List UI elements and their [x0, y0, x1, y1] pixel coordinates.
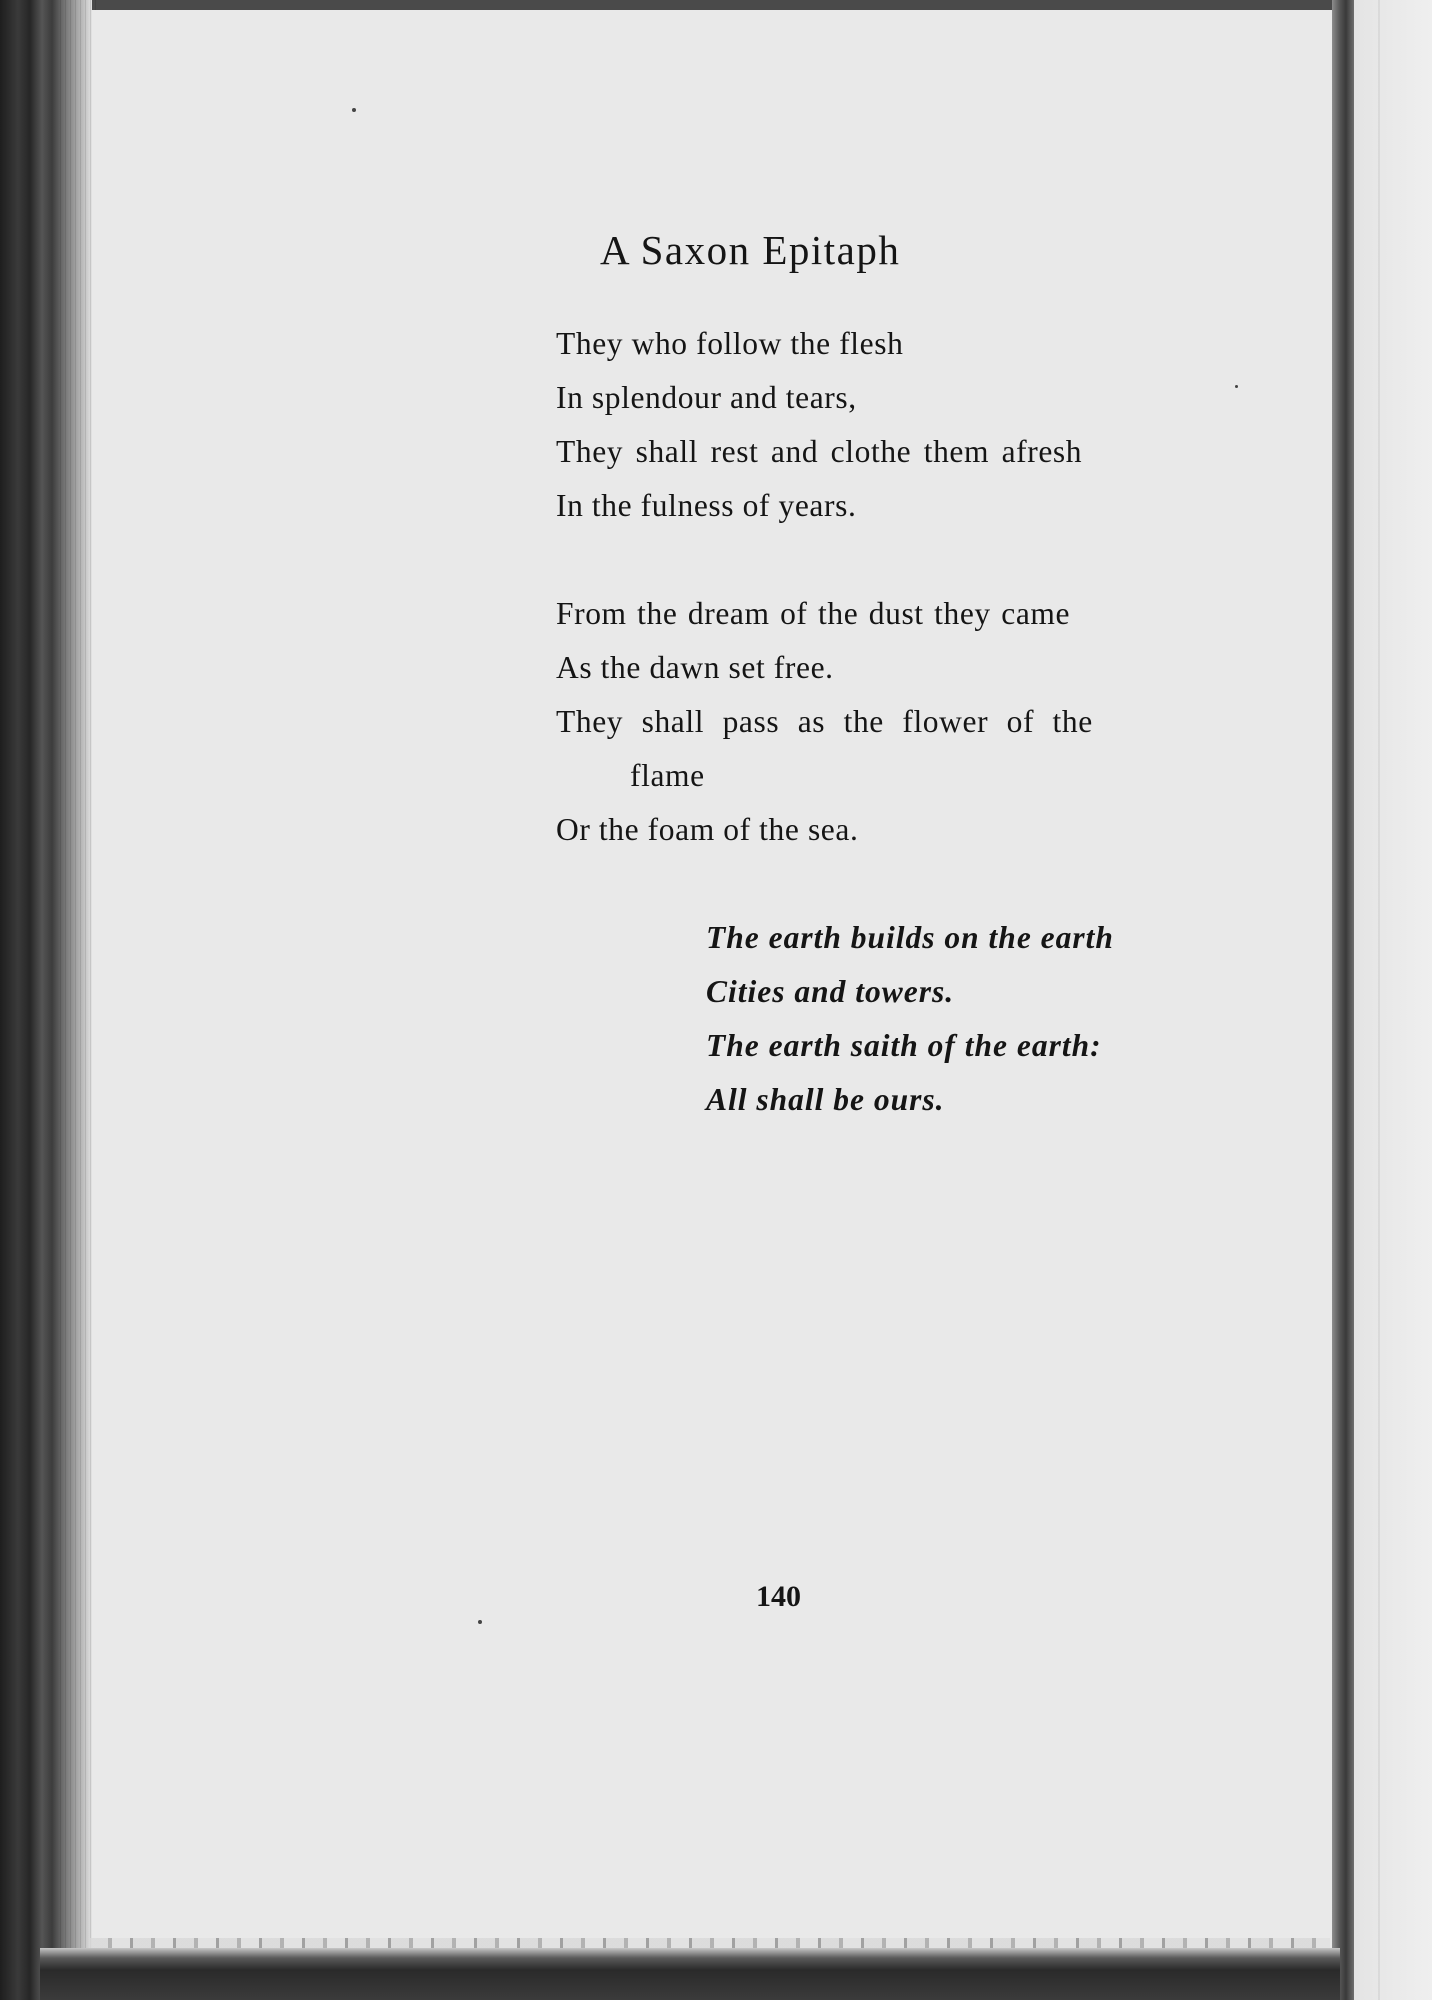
poem-line: In splendour and tears, [556, 380, 857, 415]
page-number: 140 [756, 1580, 801, 1613]
poem-line: In the fulness of years. [556, 488, 857, 523]
facing-page-mark [1378, 0, 1380, 2000]
poem-line: They shall rest and clothe them afresh [556, 434, 1083, 469]
gutter-shadow [1332, 0, 1354, 2000]
poem-line-italic: The earth builds on the earth [706, 920, 1114, 955]
poem-line-italic: The earth saith of the earth: [706, 1028, 1102, 1063]
poem-line: flame [630, 758, 705, 793]
poem-line-italic: Cities and towers. [706, 974, 955, 1009]
poem-line: As the dawn set free. [556, 650, 834, 685]
dust-speck [1235, 385, 1238, 388]
poem-line: Or the foam of the sea. [556, 812, 859, 847]
dust-speck [478, 1620, 482, 1624]
dust-speck [352, 108, 356, 112]
book-bottom-edge [40, 1948, 1340, 2000]
poem-line: They who follow the flesh [556, 326, 904, 361]
page-stack-lines [60, 0, 96, 2000]
facing-page-edge [1354, 0, 1432, 2000]
poem-line: They shall pass as the flower of the [556, 704, 1093, 739]
poem-line: From the dream of the dust they came [556, 596, 1071, 631]
poem-line-italic: All shall be ours. [706, 1082, 945, 1117]
poem-title: A Saxon Epitaph [600, 227, 901, 273]
